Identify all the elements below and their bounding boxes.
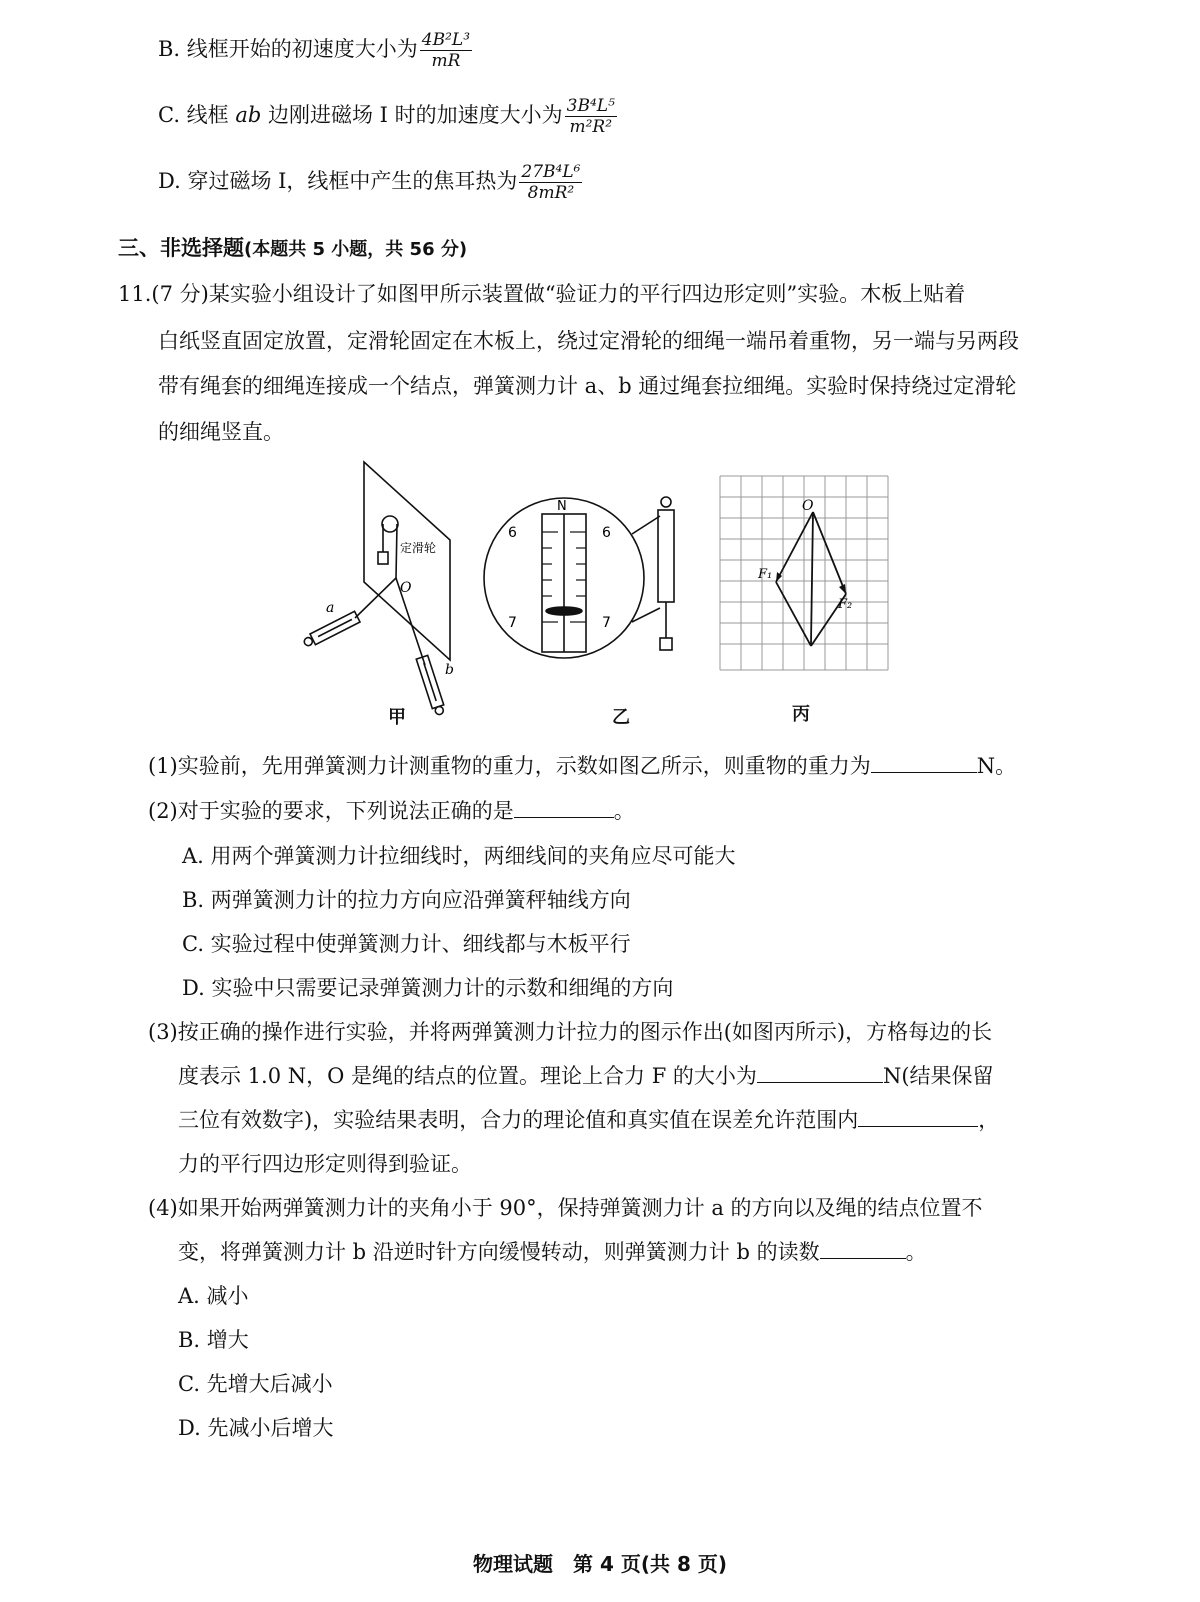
answer-blank-3b[interactable] — [858, 1108, 978, 1127]
force-f1 — [776, 512, 813, 582]
q11-part-3-line-2 — [178, 1060, 994, 1090]
option-d — [158, 162, 582, 203]
page-footer: 物理试题 第 4 页(共 8 页) — [473, 1552, 727, 1576]
q11-intro-line-3: 带有绳套的细绳连接成一个结点，弹簧测力计 a、b 通过绳套拉细绳。实验时保持绕过定滑轮 — [158, 374, 1017, 398]
part-3-line-3-pre: 三位有效数字)，实验结果表明，合力的理论值和真实值在误差允许范围内 — [178, 1108, 859, 1132]
label-o-jia: O — [400, 580, 412, 596]
part-4-option-b: B. 增大 — [178, 1328, 249, 1352]
small-spring-scale — [658, 510, 674, 602]
q11-intro-line-1: 11.(7 分)某实验小组设计了如图甲所示装置做“验证力的平行四边形定则”实验。木板上贴着 — [118, 282, 966, 306]
q11-part-3-line-1: (3)按正确的操作进行实验，并将两弹簧测力计拉力的图示作出(如图丙所示)，方格每边的长 — [148, 1020, 993, 1044]
option-b-fraction — [420, 30, 472, 71]
part-4-option-c: C. 先增大后减小 — [178, 1372, 333, 1396]
rope-a — [355, 578, 396, 618]
fraction-numerator: 3B⁴L⁵ — [566, 96, 615, 116]
board — [364, 462, 450, 660]
q11-part-3-line-3 — [178, 1104, 999, 1134]
option-c-fraction — [565, 96, 617, 137]
caption-jia: 甲 — [388, 707, 406, 728]
section-note: (本题共 5 小题，共 56 分) — [244, 239, 468, 260]
f2-arrowhead — [839, 584, 846, 594]
fraction-denominator: 8mR² — [527, 183, 575, 203]
part-4-line-2-pre: 变，将弹簧测力计 b 沿逆时针方向缓慢转动，则弹簧测力计 b 的读数 — [178, 1240, 820, 1264]
option-d-fraction — [519, 162, 582, 203]
spring-scale-b — [416, 655, 446, 716]
small-weight — [660, 638, 672, 650]
zoom-line-top — [632, 516, 660, 534]
part-1-unit: N。 — [976, 754, 1017, 778]
part-2-end: 。 — [613, 799, 635, 823]
q11-part-4-line-2 — [178, 1236, 927, 1266]
vertical-rope — [396, 524, 397, 578]
tick-6-left: 6 — [508, 525, 517, 541]
answer-blank-1[interactable] — [871, 754, 977, 773]
label-o-bing: O — [802, 498, 814, 514]
pulley-icon — [382, 516, 398, 532]
parallelogram-side-1 — [776, 582, 811, 646]
part-2-option-a: A. 用两个弹簧测力计拉细线时，两细线间的夹角应尽可能大 — [182, 844, 736, 868]
part-3-line-3-post: ， — [978, 1108, 1000, 1132]
tick-7-right: 7 — [602, 615, 611, 631]
answer-blank-3a[interactable] — [757, 1064, 883, 1083]
option-c-text-pre: C. 线框 — [158, 103, 236, 127]
q11-part-2 — [148, 795, 635, 825]
q11-part-1 — [148, 750, 1016, 780]
option-c-text-post: 边刚进磁场 Ⅰ 时的加速度大小为 — [261, 103, 563, 127]
resultant-force — [811, 512, 813, 644]
q11-intro-line-2: 白纸竖直固定放置，定滑轮固定在木板上，绕过定滑轮的细绳一端吊着重物，另一端与另两段 — [158, 329, 1019, 353]
option-d-text: D. 穿过磁场 Ⅰ，线框中产生的焦耳热为 — [158, 169, 518, 193]
part-2-text: (2)对于实验的要求，下列说法正确的是 — [148, 799, 514, 823]
tick-6-right: 6 — [602, 525, 611, 541]
section-title: 三、非选择题 — [118, 236, 244, 260]
part-4-option-d: D. 先减小后增大 — [178, 1416, 334, 1440]
part-1-text: (1)实验前，先用弹簧测力计测重物的重力，示数如图乙所示，则重物的重力为 — [148, 754, 871, 778]
spring-scale-a — [302, 611, 360, 648]
label-f1: F₁ — [758, 567, 773, 582]
figure-jia — [300, 460, 470, 720]
figure-yi — [482, 490, 702, 670]
label-n: N — [557, 499, 567, 514]
option-c-ab: ab — [235, 103, 262, 127]
section-heading — [118, 232, 467, 262]
caption-yi: 乙 — [612, 707, 630, 728]
fraction-denominator: mR — [431, 51, 461, 71]
answer-blank-4[interactable] — [820, 1240, 906, 1259]
part-3-line-2-post: N(结果保留 — [882, 1064, 994, 1088]
weight-block — [378, 552, 388, 564]
part-4-line-2-post: 。 — [905, 1240, 927, 1264]
label-a: a — [326, 600, 335, 616]
q11-part-3-line-4: 力的平行四边形定则得到验证。 — [178, 1152, 472, 1176]
fraction-numerator: 27B⁴L⁶ — [521, 162, 581, 182]
fraction-denominator: m²R² — [569, 117, 613, 137]
zoom-line-bottom — [632, 608, 660, 622]
part-3-line-2-pre: 度表示 1.0 N，O 是绳的结点的位置。理论上合力 F 的大小为 — [178, 1064, 757, 1088]
option-b — [158, 30, 472, 71]
option-c — [158, 96, 617, 137]
label-f2: F₂ — [838, 597, 853, 612]
answer-blank-2[interactable] — [514, 799, 614, 818]
part-2-option-d: D. 实验中只需要记录弹簧测力计的示数和细绳的方向 — [182, 976, 674, 1000]
fraction-numerator: 4B²L³ — [421, 30, 471, 50]
force-f2 — [813, 512, 846, 594]
part-2-option-c: C. 实验过程中使弹簧测力计、细线都与木板平行 — [182, 932, 631, 956]
pointer — [546, 607, 582, 615]
caption-bing: 丙 — [792, 704, 810, 725]
label-b: b — [445, 662, 454, 678]
pulley-label: 定滑轮 — [400, 541, 437, 555]
small-scale-hook — [661, 497, 671, 507]
tick-7-left: 7 — [508, 615, 517, 631]
figure-bing — [718, 474, 898, 674]
part-2-option-b: B. 两弹簧测力计的拉力方向应沿弹簧秤轴线方向 — [182, 888, 631, 912]
part-4-option-a: A. 减小 — [178, 1284, 249, 1308]
q11-intro-line-4: 的细绳竖直。 — [158, 420, 284, 444]
option-b-text: B. 线框开始的初速度大小为 — [158, 37, 418, 61]
q11-part-4-line-1: (4)如果开始两弹簧测力计的夹角小于 90°，保持弹簧测力计 a 的方向以及绳的结点位置不 — [148, 1196, 983, 1220]
